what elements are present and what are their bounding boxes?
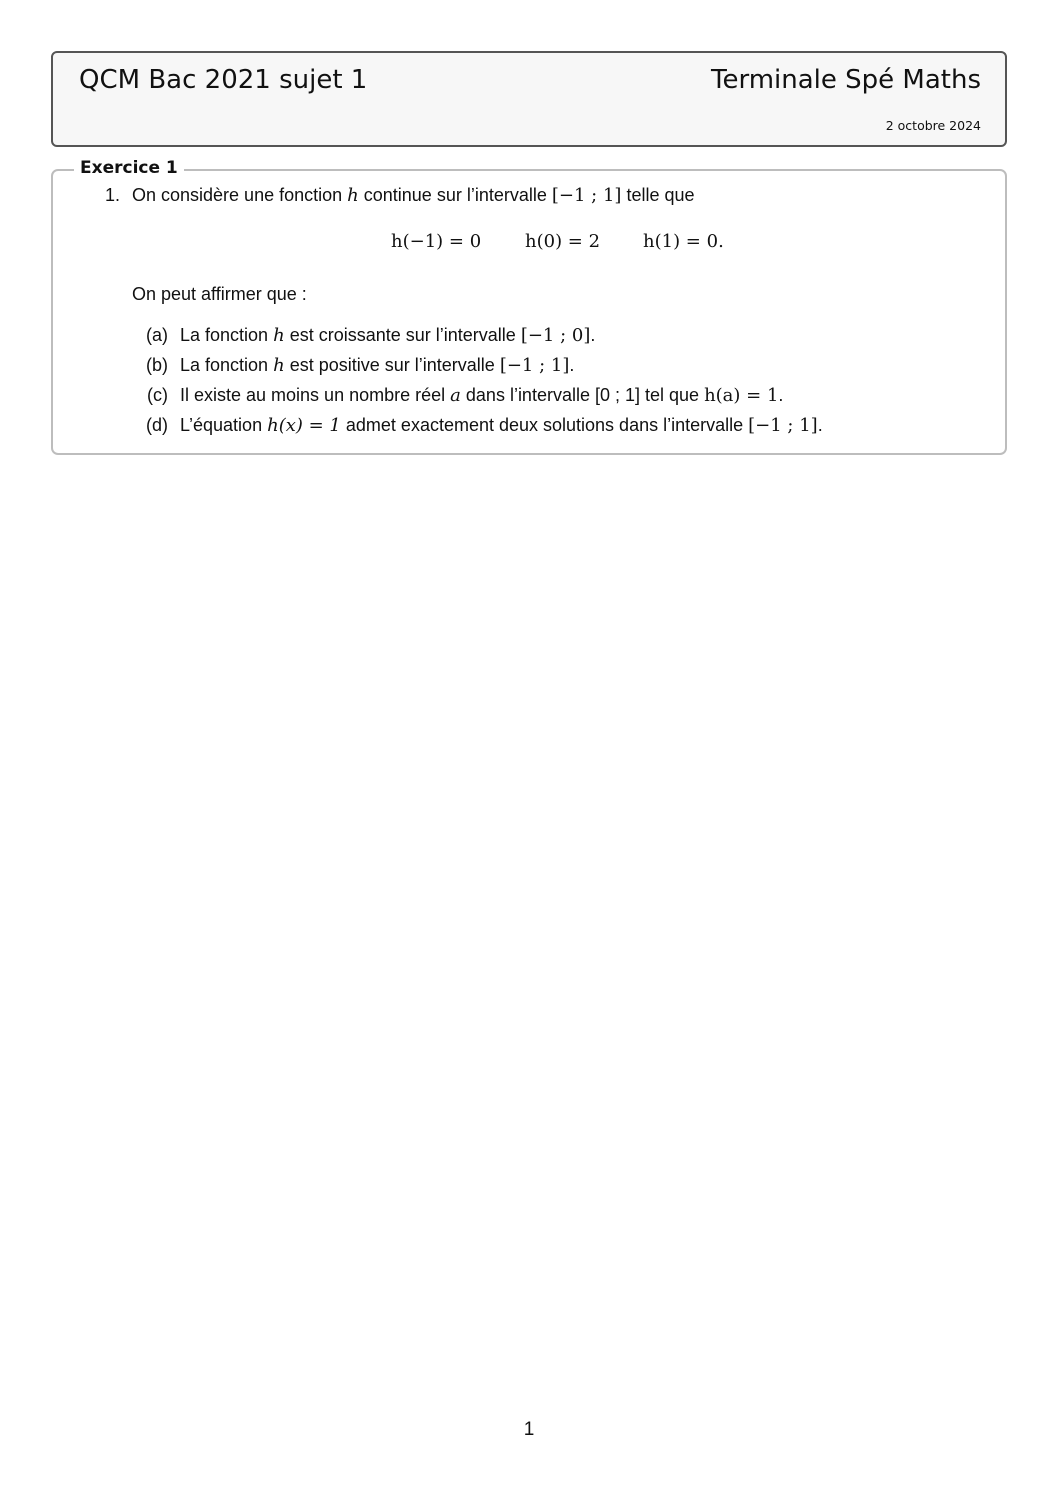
option-text <box>180 325 595 346</box>
option-var: h <box>273 325 285 346</box>
option-mid: admet exactement deux solutions dans l’intervalle <box>345 415 744 435</box>
document-title: QCM Bac 2021 sujet 1 <box>79 65 368 95</box>
statement-var: h <box>347 185 359 206</box>
option-math: [−1 ; 1] <box>499 355 570 376</box>
option-letter: (a) <box>146 325 168 345</box>
option-var: a <box>450 385 461 406</box>
equation-2: h(0) = 2 <box>525 231 601 252</box>
option-pre: L’équation <box>180 415 263 435</box>
option-text <box>180 385 783 406</box>
document-date: 2 octobre 2024 <box>885 118 981 133</box>
option-text <box>180 415 823 436</box>
question-number: 1. <box>105 185 121 205</box>
option-var: h(x) = 1 <box>267 415 341 436</box>
option-math: h(a) = 1 <box>704 385 779 406</box>
option-post: . <box>817 415 823 435</box>
option-math: [−1 ; 1] <box>748 415 818 436</box>
option-letter: (d) <box>146 415 168 435</box>
statement-post: telle que <box>626 185 695 205</box>
equation-1: h(−1) = 0 <box>391 231 482 252</box>
exercise-box <box>51 158 1007 455</box>
header-box <box>51 51 1007 147</box>
statement-pre: On considère une fonction <box>132 185 343 205</box>
options-intro: On peut affirmer que : <box>132 284 307 304</box>
option-post: . <box>569 355 575 375</box>
option-text <box>180 355 574 376</box>
option-math: [−1 ; 0] <box>520 325 591 346</box>
option-mid: est positive sur l’intervalle <box>289 355 495 375</box>
option-var: h <box>273 355 285 376</box>
question-statement <box>132 185 695 206</box>
page-number: 1 <box>523 1419 535 1440</box>
option-mid: dans l’intervalle [0 ; 1] tel que <box>465 385 700 405</box>
option-letter: (c) <box>147 385 168 405</box>
class-label: Terminale Spé Maths <box>711 65 981 95</box>
statement-mid: continue sur l’intervalle <box>363 185 547 205</box>
option-mid: est croissante sur l’intervalle <box>289 325 516 345</box>
option-pre: La fonction <box>180 355 269 375</box>
option-letter: (b) <box>146 355 168 375</box>
option-post: . <box>590 325 596 345</box>
option-pre: Il existe au moins un nombre réel <box>180 385 446 405</box>
equation-3: h(1) = 0. <box>643 231 724 252</box>
exercise-title: Exercice 1 <box>74 158 184 178</box>
statement-interval: [−1 ; 1] <box>551 185 622 206</box>
option-post: . <box>778 385 784 405</box>
option-pre: La fonction <box>180 325 269 345</box>
